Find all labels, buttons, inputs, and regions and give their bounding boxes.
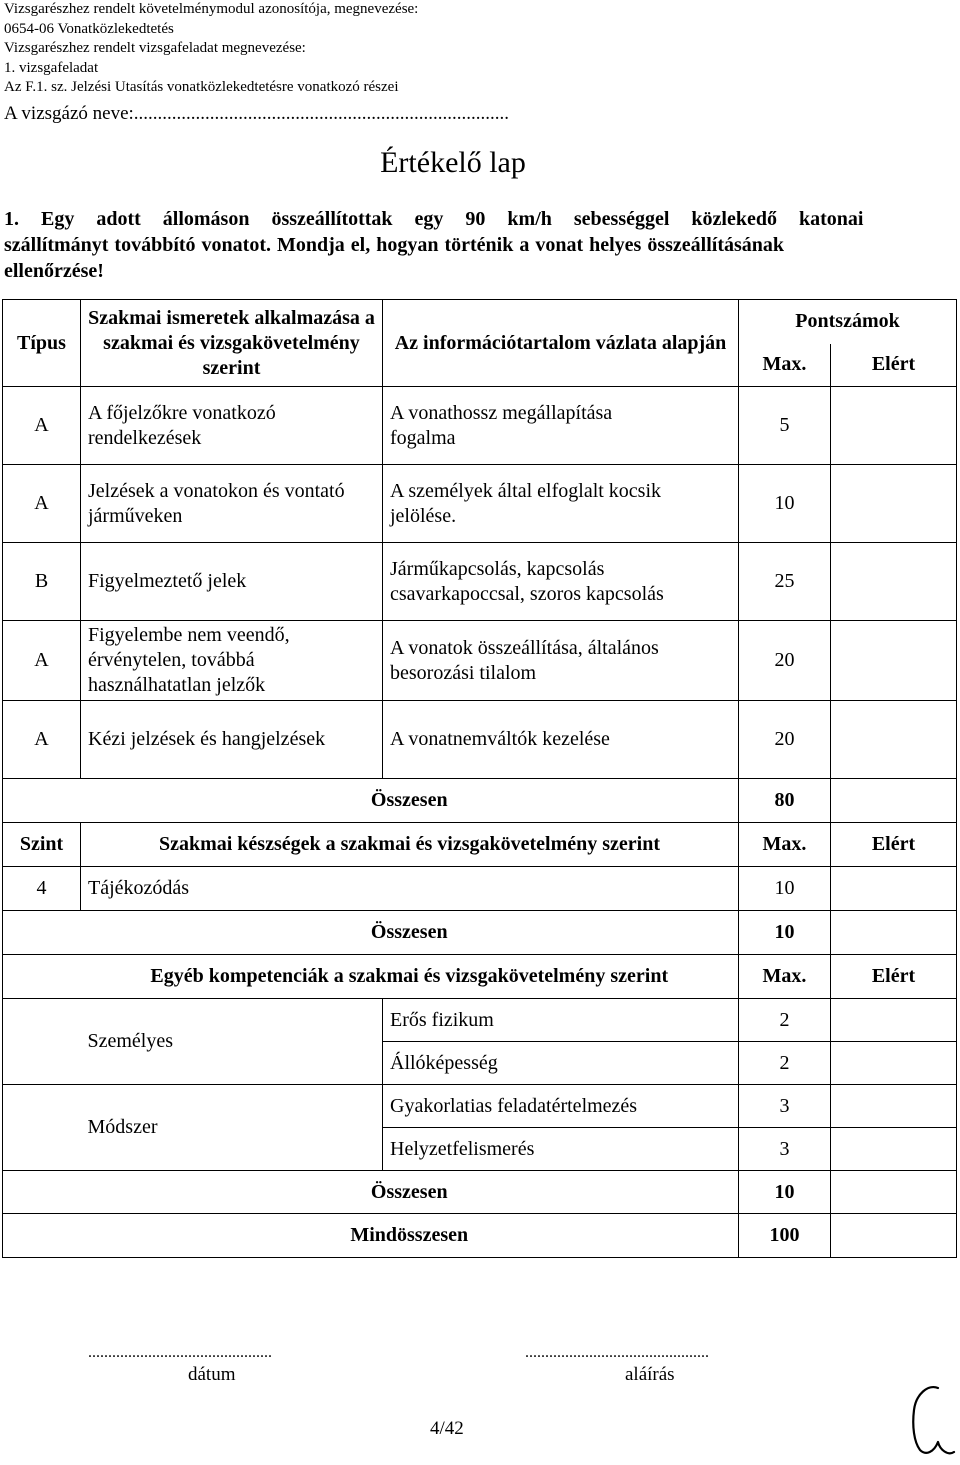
- row-achieved: [831, 621, 957, 701]
- row-outline: A vonatnemváltók kezelése: [383, 701, 739, 779]
- row-type: B: [3, 543, 81, 621]
- row-outline: A vonathossz megállapítása fogalma: [383, 387, 739, 465]
- group-label: Módszer: [81, 1085, 383, 1171]
- skill-label: Tájékozódás: [81, 867, 739, 911]
- competency-achieved: [831, 1128, 957, 1171]
- skills-label-header: Szakmai készségek a szakmai és vizsgakövetelmény szerint: [81, 823, 739, 867]
- competency-achieved: [831, 1085, 957, 1128]
- total-spacer: [3, 779, 81, 823]
- row-max: 20: [739, 701, 831, 779]
- row-achieved: [831, 543, 957, 621]
- row-achieved: [831, 465, 957, 543]
- competency-label: Állóképesség: [383, 1042, 739, 1085]
- table-row: [3, 867, 957, 911]
- row-max: 20: [739, 621, 831, 701]
- signature-dots: ..............................................: [525, 1344, 709, 1361]
- row-topic: A főjelzőkre vonatkozó rendelkezések: [81, 387, 383, 465]
- grand-total-achieved: [831, 1214, 957, 1258]
- row-type: A: [3, 465, 81, 543]
- skill-level: 4: [3, 867, 81, 911]
- row-max: 5: [739, 387, 831, 465]
- grand-total-row: [3, 1214, 957, 1258]
- row-achieved: [831, 387, 957, 465]
- row-max: 25: [739, 543, 831, 621]
- grand-total-value: 100: [739, 1214, 831, 1258]
- question-line-3: ellenőrzése!: [4, 260, 104, 282]
- skill-max: 10: [739, 867, 831, 911]
- header-max: Max.: [739, 344, 831, 387]
- skills-achieved-header: Elért: [831, 823, 957, 867]
- page-number: 4/42: [430, 1418, 464, 1439]
- competency-achieved: [831, 999, 957, 1042]
- total-achieved: [831, 911, 957, 955]
- row-topic: Figyelembe nem veendő, érvénytelen, továbbá használhatatlan jelzők: [81, 621, 383, 701]
- total-value: 10: [739, 1171, 831, 1214]
- total-value: 10: [739, 911, 831, 955]
- evaluation-table: [2, 299, 957, 1258]
- header-line-task-label: Vizsgarészhez rendelt vizsgafeladat megnevezése:: [4, 40, 306, 56]
- row-topic: Kézi jelzések és hangjelzések: [81, 701, 383, 779]
- other-header-row: [3, 955, 957, 999]
- header-line-task: 1. vizsgafeladat: [4, 59, 99, 76]
- row-achieved: [831, 701, 957, 779]
- total-label: Összesen: [81, 1171, 739, 1214]
- total-spacer: [3, 1171, 81, 1214]
- question-line-2: szállítmányt továbbító vonatot. Mondja el, hogyan történik a vonat helyes összeállításának: [4, 234, 785, 256]
- candidate-name-line: A vizsgázó neve:...............................................................................: [4, 103, 510, 124]
- date-label: dátum: [188, 1364, 236, 1385]
- header-line-topic: Az F.1. sz. Jelzési Utasítás vonatközlekedtetésre vonatkozó részei: [4, 79, 399, 95]
- table-row: [3, 543, 957, 621]
- other-spacer: [3, 955, 81, 999]
- total-row: [3, 779, 957, 823]
- competency-max: 3: [739, 1085, 831, 1128]
- skills-max-header: Max.: [739, 823, 831, 867]
- header-line-module-label: Vizsgarészhez rendelt követelménymodul azonosítója, megnevezése:: [4, 1, 419, 17]
- grand-total-label: Mindösszesen: [81, 1214, 739, 1258]
- skill-achieved: [831, 867, 957, 911]
- group-spacer: [3, 1085, 81, 1171]
- table-row: [3, 1085, 957, 1128]
- header-points: Pontszámok: [739, 300, 957, 344]
- signature-label: aláírás: [625, 1364, 675, 1385]
- competency-max: 3: [739, 1128, 831, 1171]
- skills-level-header: Szint: [3, 823, 81, 867]
- row-topic: Jelzések a vonatokon és vontató járműveken: [81, 465, 383, 543]
- row-outline: A személyek által elfoglalt kocsik jelölése.: [383, 465, 739, 543]
- row-type: A: [3, 621, 81, 701]
- question-text: [4, 206, 906, 284]
- row-outline: Járműkapcsolás, kapcsolás csavarkapoccsal, szoros kapcsolás: [383, 543, 739, 621]
- total-row: [3, 1171, 957, 1214]
- group-label: Személyes: [81, 999, 383, 1085]
- skills-header-row: [3, 823, 957, 867]
- header-outline: Az információtartalom vázlata alapján: [383, 300, 739, 387]
- group-spacer: [3, 999, 81, 1085]
- table-row: [3, 999, 957, 1042]
- total-row: [3, 911, 957, 955]
- header-achieved: Elért: [831, 344, 957, 387]
- total-value: 80: [739, 779, 831, 823]
- competency-achieved: [831, 1042, 957, 1085]
- page-title: Értékelő lap: [380, 146, 526, 179]
- row-outline: A vonatok összeállítása, általános besorozási tilalom: [383, 621, 739, 701]
- row-max: 10: [739, 465, 831, 543]
- row-type: A: [3, 701, 81, 779]
- table-row: [3, 387, 957, 465]
- total-achieved: [831, 1171, 957, 1214]
- other-max-header: Max.: [739, 955, 831, 999]
- competency-label: Gyakorlatias feladatértelmezés: [383, 1085, 739, 1128]
- total-label: Összesen: [81, 911, 739, 955]
- table-row: [3, 621, 957, 701]
- row-topic: Figyelmeztető jelek: [81, 543, 383, 621]
- competency-label: Erős fizikum: [383, 999, 739, 1042]
- header-type: Típus: [3, 300, 81, 387]
- other-label-header: Egyéb kompetenciák a szakmai és vizsgakövetelmény szerint: [81, 955, 739, 999]
- header-knowledge: Szakmai ismeretek alkalmazása a szakmai és vizsgakövetelmény szerint: [81, 300, 383, 387]
- competency-max: 2: [739, 999, 831, 1042]
- total-label: Összesen: [81, 779, 739, 823]
- grand-total-spacer: [3, 1214, 81, 1258]
- header-line-module: 0654-06 Vonatközlekedtetés: [4, 20, 174, 37]
- competency-max: 2: [739, 1042, 831, 1085]
- total-achieved: [831, 779, 957, 823]
- row-type: A: [3, 387, 81, 465]
- question-line-1: 1. Egy adott állomáson összeállítottak egy 90 km/h sebességgel közlekedő katonai: [4, 208, 864, 230]
- date-dots: ..............................................: [88, 1344, 272, 1361]
- document-header: [4, 0, 418, 98]
- table-row: [3, 465, 957, 543]
- handwritten-signature: [898, 1380, 958, 1465]
- competency-label: Helyzetfelismerés: [383, 1128, 739, 1171]
- other-achieved-header: Elért: [831, 955, 957, 999]
- total-spacer: [3, 911, 81, 955]
- table-row: [3, 701, 957, 779]
